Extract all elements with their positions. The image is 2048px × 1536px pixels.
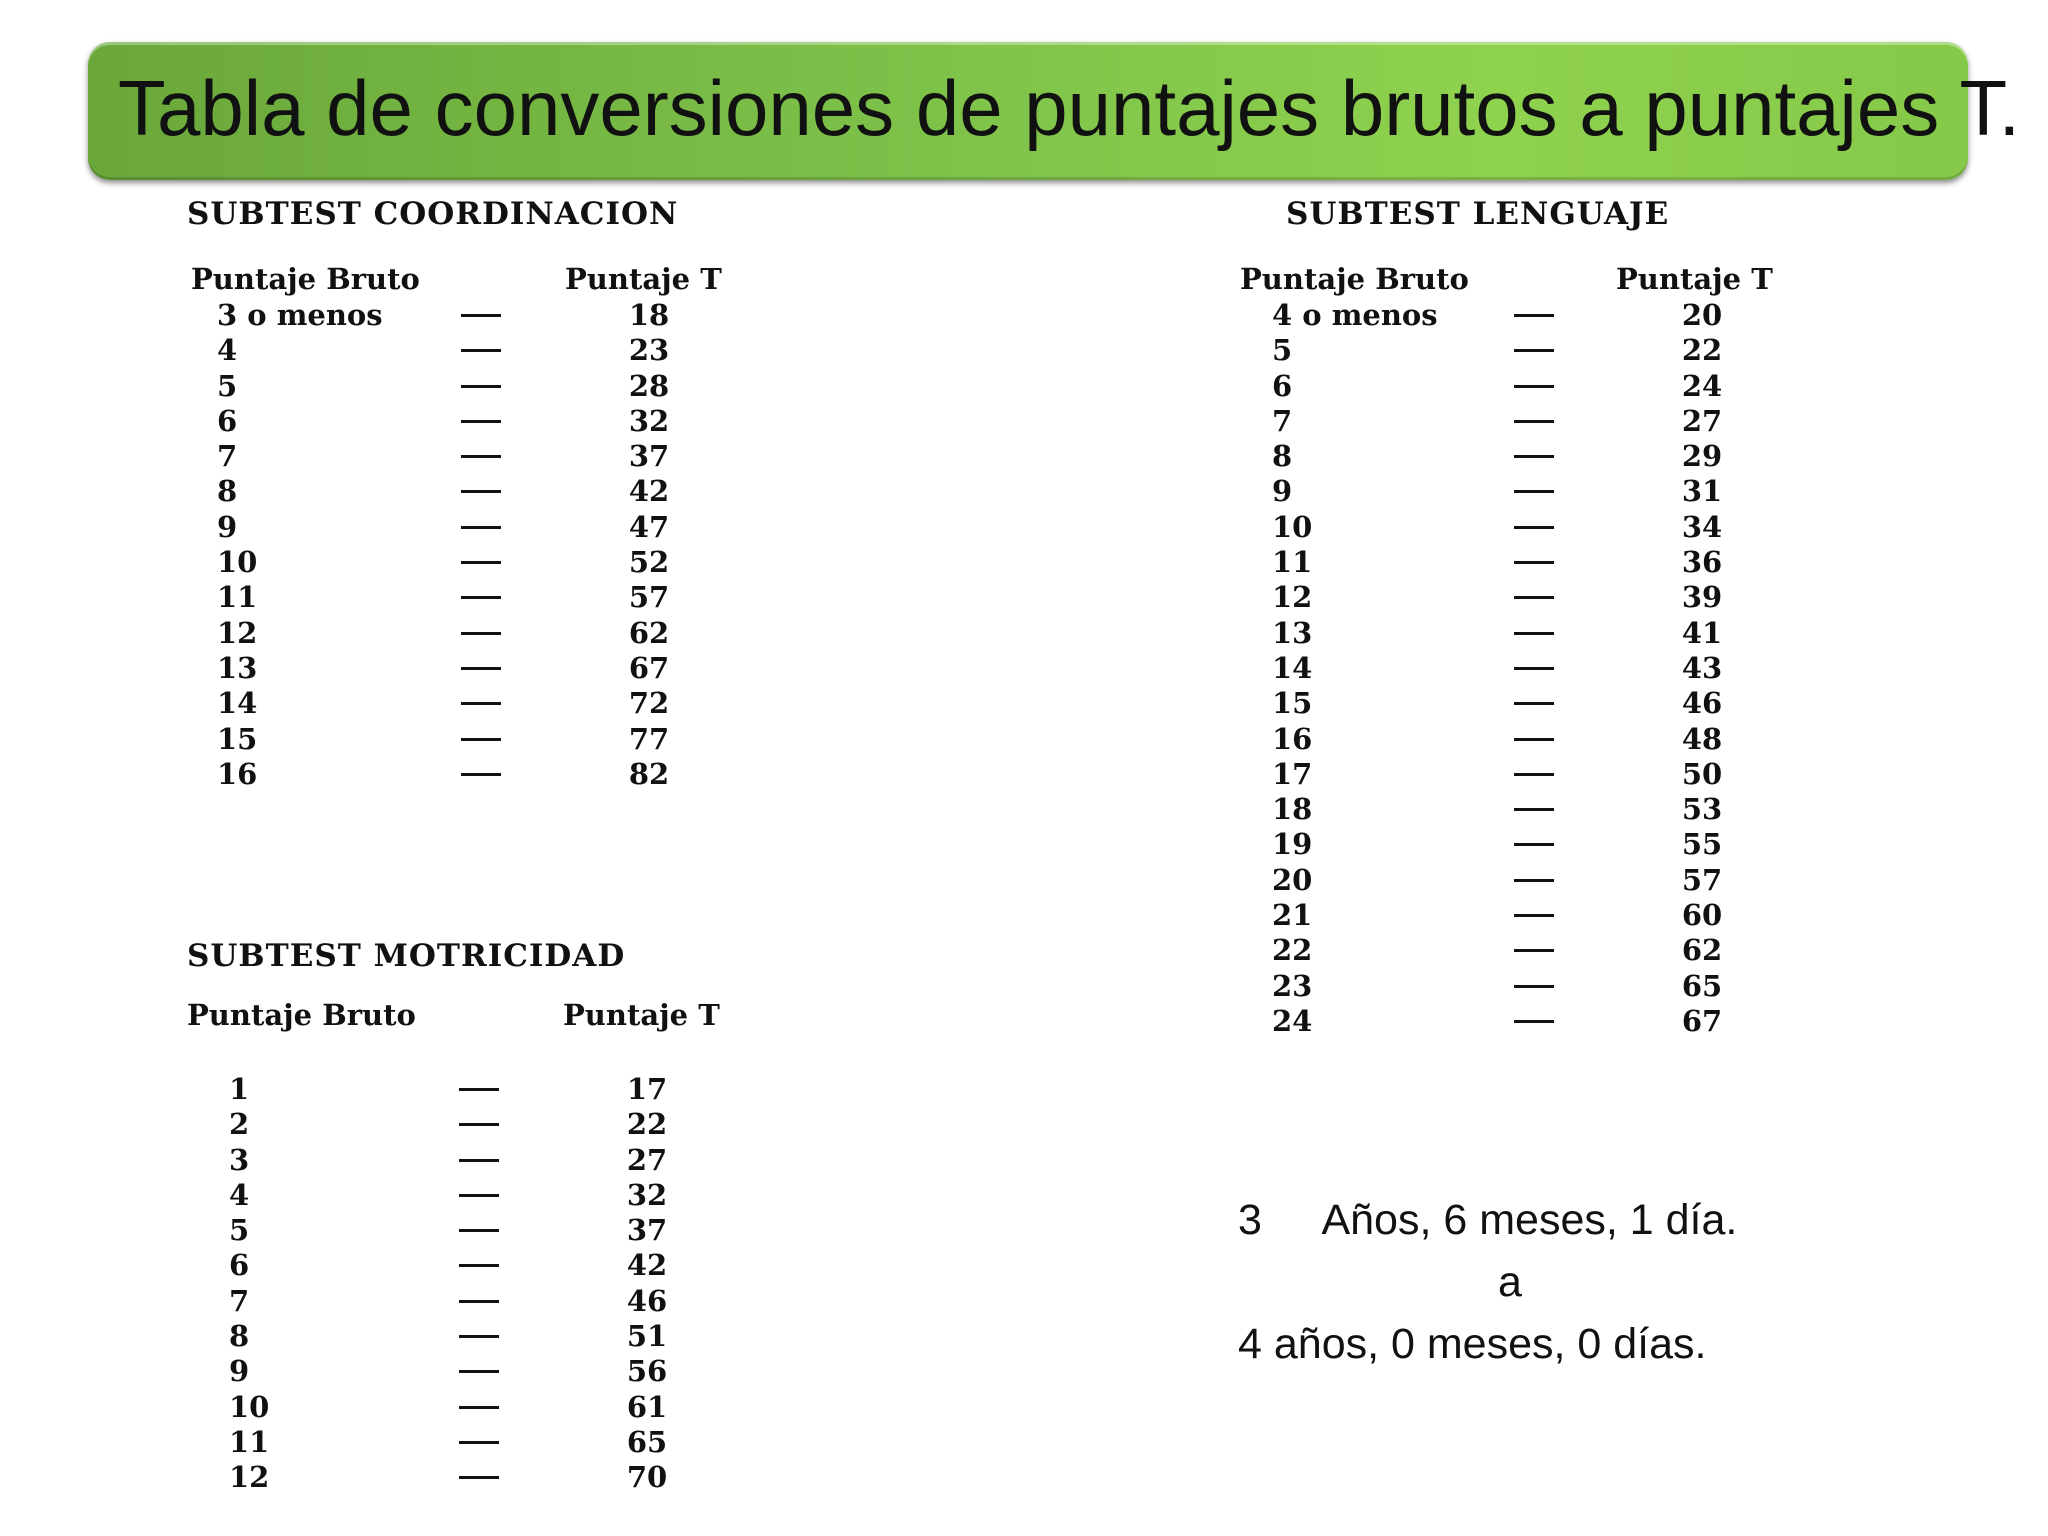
t-score: 51 [626, 1319, 668, 1354]
age-range-connector: a [1498, 1258, 1522, 1306]
raw-score: 22 [1272, 933, 1313, 968]
dash-separator [1514, 808, 1554, 811]
header-t-score: Puntaje T [1616, 262, 1773, 296]
raw-score: 20 [1272, 862, 1313, 897]
header-t-score: Puntaje T [563, 998, 720, 1032]
dash-separator [461, 490, 501, 493]
subtest-title: SUBTEST COORDINACION [187, 196, 679, 232]
raw-score: 11 [1272, 545, 1313, 580]
raw-score: 7 [229, 1283, 250, 1318]
table-row [1238, 827, 1838, 862]
raw-score: 10 [1272, 509, 1313, 544]
dash-separator [461, 667, 501, 670]
dash-separator [1514, 314, 1554, 317]
table-row [187, 439, 787, 474]
dash-separator [1514, 949, 1554, 952]
title-banner [88, 42, 2021, 180]
dash-separator [1514, 702, 1554, 705]
raw-score: 23 [1272, 968, 1313, 1003]
dash-separator [461, 349, 501, 352]
header-raw-score: Puntaje Bruto [1240, 262, 1469, 296]
raw-score: 16 [1272, 721, 1313, 756]
raw-score: 18 [1272, 792, 1313, 827]
table-row [1238, 439, 1838, 474]
t-score: 57 [1681, 862, 1723, 897]
dash-separator [461, 632, 501, 635]
age-start-years: 3 [1238, 1196, 1262, 1244]
raw-score: 11 [229, 1424, 270, 1459]
table-row [1238, 333, 1838, 368]
table-row [1238, 933, 1838, 968]
subtest-title: SUBTEST MOTRICIDAD [187, 938, 626, 974]
raw-score: 5 [229, 1213, 250, 1248]
subtest-title: SUBTEST LENGUAJE [1286, 196, 1670, 232]
table-row [187, 1354, 787, 1389]
table-row [1238, 863, 1838, 898]
dash-separator [459, 1123, 499, 1126]
dash-separator [461, 773, 501, 776]
t-score: 72 [628, 686, 670, 721]
t-score: 42 [626, 1248, 668, 1283]
t-score: 23 [628, 333, 670, 368]
dash-separator [1514, 596, 1554, 599]
t-score: 70 [626, 1460, 668, 1495]
table-row [1238, 298, 1838, 333]
dash-separator [1514, 490, 1554, 493]
t-score: 77 [628, 721, 670, 756]
raw-score: 9 [217, 509, 238, 544]
t-score: 34 [1681, 509, 1723, 544]
table-row [187, 1460, 787, 1495]
raw-score: 4 o menos [1272, 298, 1438, 332]
t-score: 20 [1681, 298, 1723, 332]
table-row [187, 1390, 787, 1425]
t-score: 56 [626, 1354, 668, 1389]
t-score: 41 [1681, 615, 1723, 650]
raw-score: 24 [1272, 1003, 1313, 1038]
raw-score: 5 [217, 368, 238, 403]
table-row [1238, 722, 1838, 757]
dash-separator [459, 1476, 499, 1479]
table-row [187, 369, 787, 404]
header-raw-score: Puntaje Bruto [191, 262, 420, 296]
dash-separator [461, 738, 501, 741]
raw-score: 12 [1272, 580, 1313, 615]
t-score: 46 [626, 1283, 668, 1318]
dash-separator [461, 702, 501, 705]
table-row [187, 474, 787, 509]
raw-score: 8 [1272, 439, 1293, 474]
t-score: 57 [628, 580, 670, 615]
raw-score: 13 [217, 650, 258, 685]
table-row [187, 722, 787, 757]
score-rows [187, 1072, 787, 1496]
t-score: 32 [628, 403, 670, 438]
page-title: Tabla de conversiones de puntajes brutos a puntajes T. [118, 64, 2021, 152]
table-row [187, 510, 787, 545]
raw-score: 14 [217, 686, 258, 721]
table-row [187, 686, 787, 721]
raw-score: 3 [229, 1142, 250, 1177]
table-row [1238, 616, 1838, 651]
dash-separator [459, 1264, 499, 1267]
dash-separator [1514, 526, 1554, 529]
table-row [187, 651, 787, 686]
dash-separator [459, 1229, 499, 1232]
t-score: 32 [626, 1177, 668, 1212]
table-row [187, 1248, 787, 1283]
t-score: 62 [1681, 933, 1723, 968]
t-score: 28 [628, 368, 670, 403]
dash-separator [459, 1088, 499, 1091]
raw-score: 9 [1272, 474, 1293, 509]
dash-separator [1514, 1020, 1554, 1023]
t-score: 82 [628, 756, 670, 791]
raw-score: 10 [229, 1389, 270, 1424]
dash-separator [1514, 420, 1554, 423]
raw-score: 15 [217, 721, 258, 756]
table-row [187, 1072, 787, 1107]
table-row [187, 1319, 787, 1354]
subtest-lenguaje [1238, 196, 1838, 1039]
t-score: 46 [1681, 686, 1723, 721]
dash-separator [1514, 773, 1554, 776]
dash-separator [1514, 385, 1554, 388]
dash-separator [461, 314, 501, 317]
table-row [1238, 474, 1838, 509]
table-row [1238, 404, 1838, 439]
header-t-score: Puntaje T [565, 262, 722, 296]
dash-separator [461, 420, 501, 423]
dash-separator [461, 526, 501, 529]
table-row [1238, 969, 1838, 1004]
dash-separator [461, 561, 501, 564]
dash-separator [1514, 985, 1554, 988]
dash-separator [459, 1159, 499, 1162]
dash-separator [1514, 879, 1554, 882]
raw-score: 12 [229, 1460, 270, 1495]
age-range-note [1238, 1196, 1737, 1382]
t-score: 43 [1681, 650, 1723, 685]
t-score: 22 [1681, 333, 1723, 368]
t-score: 17 [626, 1072, 668, 1106]
raw-score: 3 o menos [217, 298, 383, 332]
table-row [1238, 510, 1838, 545]
raw-score: 21 [1272, 898, 1313, 933]
dash-separator [459, 1335, 499, 1338]
dash-separator [459, 1406, 499, 1409]
table-row [187, 1143, 787, 1178]
t-score: 47 [628, 509, 670, 544]
dash-separator [1514, 632, 1554, 635]
raw-score: 4 [229, 1177, 250, 1212]
table-row [187, 580, 787, 615]
table-row [187, 1425, 787, 1460]
dash-separator [1514, 738, 1554, 741]
dash-separator [459, 1370, 499, 1373]
dash-separator [459, 1441, 499, 1444]
raw-score: 2 [229, 1107, 250, 1142]
table-row [187, 333, 787, 368]
table-row [1238, 651, 1838, 686]
raw-score: 13 [1272, 615, 1313, 650]
t-score: 65 [626, 1424, 668, 1459]
t-score: 24 [1681, 368, 1723, 403]
raw-score: 19 [1272, 827, 1313, 862]
dash-separator [1514, 561, 1554, 564]
raw-score: 7 [217, 439, 238, 474]
table-row [1238, 792, 1838, 827]
raw-score: 8 [229, 1319, 250, 1354]
table-row [187, 404, 787, 439]
table-row [187, 1213, 787, 1248]
t-score: 27 [1681, 403, 1723, 438]
dash-separator [459, 1300, 499, 1303]
table-row [1238, 545, 1838, 580]
table-row [1238, 1004, 1838, 1039]
dash-separator [459, 1194, 499, 1197]
raw-score: 6 [217, 403, 238, 438]
t-score: 67 [1681, 1003, 1723, 1038]
raw-score: 15 [1272, 686, 1313, 721]
table-row [1238, 898, 1838, 933]
table-row [187, 1284, 787, 1319]
dash-separator [461, 596, 501, 599]
t-score: 42 [628, 474, 670, 509]
table-row [1238, 757, 1838, 792]
dash-separator [461, 455, 501, 458]
header-raw-score: Puntaje Bruto [187, 998, 416, 1032]
subtest-motricidad [187, 938, 787, 1496]
raw-score: 16 [217, 756, 258, 791]
raw-score: 17 [1272, 756, 1313, 791]
t-score: 31 [1681, 474, 1723, 509]
t-score: 36 [1681, 545, 1723, 580]
dash-separator [1514, 843, 1554, 846]
t-score: 37 [628, 439, 670, 474]
raw-score: 4 [217, 333, 238, 368]
table-row [187, 1178, 787, 1213]
t-score: 67 [628, 650, 670, 685]
raw-score: 8 [217, 474, 238, 509]
raw-score: 7 [1272, 403, 1293, 438]
dash-separator [461, 385, 501, 388]
t-score: 27 [626, 1142, 668, 1177]
raw-score: 14 [1272, 650, 1313, 685]
t-score: 18 [628, 298, 670, 332]
t-score: 65 [1681, 968, 1723, 1003]
t-score: 61 [626, 1389, 668, 1424]
t-score: 50 [1681, 756, 1723, 791]
raw-score: 1 [229, 1072, 250, 1106]
table-row [187, 545, 787, 580]
dash-separator [1514, 667, 1554, 670]
raw-score: 10 [217, 545, 258, 580]
raw-score: 6 [1272, 368, 1293, 403]
t-score: 60 [1681, 898, 1723, 933]
table-row [1238, 686, 1838, 721]
t-score: 62 [628, 615, 670, 650]
age-start-detail: Años, 6 meses, 1 día. [1321, 1196, 1738, 1244]
t-score: 48 [1681, 721, 1723, 756]
t-score: 29 [1681, 439, 1723, 474]
score-rows [187, 298, 787, 792]
raw-score: 6 [229, 1248, 250, 1283]
table-row [1238, 369, 1838, 404]
table-row [187, 757, 787, 792]
dash-separator [1514, 914, 1554, 917]
raw-score: 11 [217, 580, 258, 615]
table-row [187, 298, 787, 333]
raw-score: 5 [1272, 333, 1293, 368]
t-score: 52 [628, 545, 670, 580]
table-row [187, 1107, 787, 1142]
t-score: 53 [1681, 792, 1723, 827]
age-end: 4 años, 0 meses, 0 días. [1238, 1320, 1707, 1368]
subtest-coordinacion [187, 196, 787, 792]
table-row [187, 616, 787, 651]
t-score: 55 [1681, 827, 1723, 862]
dash-separator [1514, 349, 1554, 352]
dash-separator [1514, 455, 1554, 458]
t-score: 39 [1681, 580, 1723, 615]
t-score: 22 [626, 1107, 668, 1142]
raw-score: 12 [217, 615, 258, 650]
table-row [1238, 580, 1838, 615]
score-rows [1238, 298, 1838, 1039]
raw-score: 9 [229, 1354, 250, 1389]
t-score: 37 [626, 1213, 668, 1248]
